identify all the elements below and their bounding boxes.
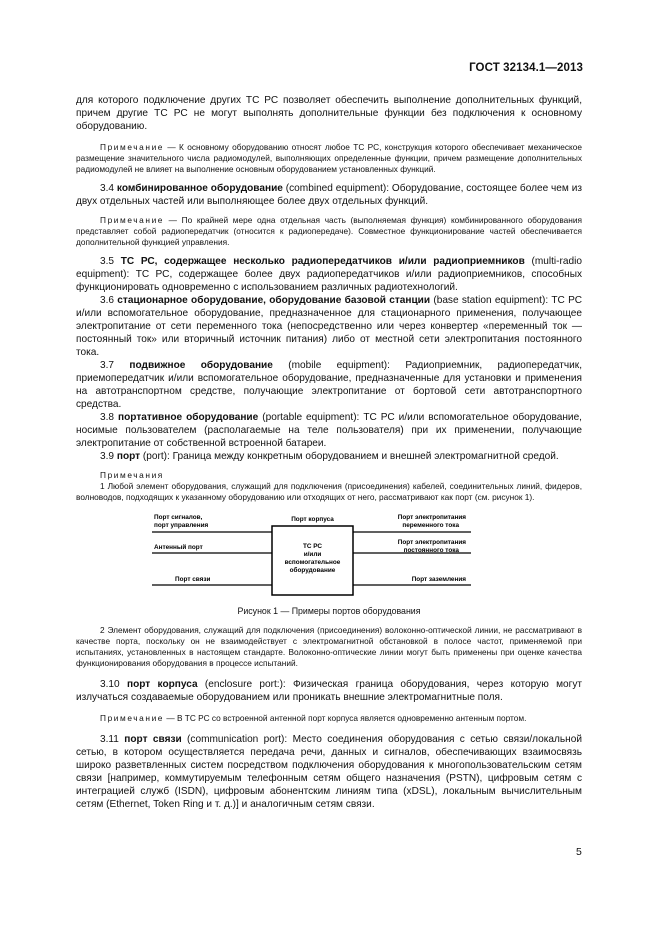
document-header: ГОСТ 32134.1—2013 xyxy=(469,62,583,74)
box-line-1: ТС РС xyxy=(302,543,323,550)
label-signal-port-b: порт управления xyxy=(154,522,209,529)
label-dc-power-port-b: постоянного тока xyxy=(403,547,459,554)
label-ground-port: Порт заземления xyxy=(411,576,466,583)
term-title: порт корпуса xyxy=(126,679,198,690)
term-3-5 xyxy=(76,255,582,294)
term-definition: (port): Граница между конкретным оборудованием и внешней электромагнитной средой. xyxy=(140,451,559,462)
box-line-4: оборудование xyxy=(289,567,336,574)
term-definition: (mobile equipment): Радиоприемник, радиопередатчик, приемопередатчик и/или вспомогательное оборудование, предназначенные для установки и применения на автотранспортном средстве, получающие электропитание от бортовой сети автотранспортного средства. xyxy=(76,360,582,410)
label-antenna-port: Антенный порт xyxy=(154,544,203,551)
note-3 xyxy=(76,713,582,724)
term-definition: (communication port): Место соединения оборудования с сетью связи/локальной сетью, в котором осуществляется передача речи, данных и сигналов, обеспечивающих взаимосвязь широко разветвленных систем посредством подключения оборудования к многопользовательским сетям связи [например, коммутируемым телефонным сетям общего назначения (PSTN), цифровым сетям с интеграцией служб (ISDN), цифровым абонентским линиям типа (xDSL), локальным вычислительным сетям (Ethernet, Token Ring и т. д.)] и аналогичным сетям связи. xyxy=(76,734,583,810)
term-title: ТС РС, содержащее несколько радиопередатчиков и/или радиоприемников xyxy=(120,256,525,267)
page-number: 5 xyxy=(576,846,582,858)
term-definition: (multi-radio equipment): ТС РС, содержащее более двух радиопередатчиков и/или радиоприемников, способных функционировать одновременно с использованием различных радиотехнологий. xyxy=(76,256,582,293)
box-line-2: и/или xyxy=(303,551,322,558)
term-number: 3.10 xyxy=(100,679,120,690)
label-comm-port: Порт связи xyxy=(175,576,211,583)
notes-label: Примечания xyxy=(100,470,164,480)
term-title: стационарное оборудование, оборудование базовой станции xyxy=(117,295,431,306)
term-number: 3.11 xyxy=(100,734,119,745)
term-definition: (combined equipment): Оборудование, состоящее более чем из двух отдельных частей или выполняющее более двух отдельных функций. xyxy=(76,183,582,207)
note-item-1: 1 Любой элемент оборудования, служащий для подключения (присоединения) кабелей, соединительных линий, фидеров, волноводов, подходящих к указанному оборудованию или отходящих от него, рассматривают как порт (см. рисунок 1). xyxy=(76,481,582,502)
figure-caption: Рисунок 1 — Примеры портов оборудования xyxy=(237,606,421,616)
term-definition: (base station equipment): ТС РС и/или вспомогательное оборудование, предназначенное для стационарного применения, получающее электропитание от сети переменного тока (непосредственно или через конвертер «переменный ток — постоянный ток» или вторичный источник питания) либо от местной сети электропитания постоянного тока. xyxy=(76,295,582,358)
label-signal-port-a: Порт сигналов, xyxy=(154,514,203,521)
term-definition: (enclosure port:): Физическая граница оборудования, через которую могут излучаться создаваемые оборудованием или проникать внешние электромагнитные поля. xyxy=(76,679,582,703)
note-label: Примечание xyxy=(100,142,165,152)
term-title: портативное оборудование xyxy=(118,412,259,423)
term-3-11 xyxy=(76,733,582,811)
term-3-6 xyxy=(76,294,582,359)
note-text: — В ТС РС со встроенной антенной порт корпуса является одновременно антенным портом. xyxy=(164,713,527,723)
note-1 xyxy=(76,142,582,175)
ports-diagram xyxy=(76,510,582,604)
term-3-10 xyxy=(76,678,582,704)
note-label: Примечание xyxy=(100,713,165,723)
term-number: 3.5 xyxy=(100,256,115,267)
term-3-7 xyxy=(76,359,582,411)
note-text: — К основному оборудованию относят любое ТС РС, конструкция которого обеспечивает механическое размещение значительного числа радиомодулей, выполняющих определенные функции, причем размещение дополнительных радиомодулей не влияет на выполнение основным оборудованием установленных функций. xyxy=(76,142,582,174)
term-title: подвижное оборудование xyxy=(129,360,273,371)
term-number: 3.9 xyxy=(100,451,115,462)
note-label: Примечание xyxy=(100,215,165,225)
note-2 xyxy=(76,215,582,248)
figure-1 xyxy=(76,510,582,604)
term-3-8 xyxy=(76,411,582,450)
term-definition: (portable equipment): ТС РС и/или вспомогательное оборудование, носимые пользователем (располагаемые на теле пользователя) при их применении, получающие электропитание от собственной встроенной батареи. xyxy=(76,412,582,449)
term-3-4 xyxy=(76,182,582,208)
term-title: порт xyxy=(116,451,141,462)
page-content xyxy=(76,94,582,811)
term-title: порт связи xyxy=(124,734,182,745)
note-item-2: 2 Элемент оборудования, служащий для подключения (присоединения) волоконно-оптической линии, не рассматривают в качестве порта, поскольку он не взаимодействует с электромагнитной обстановкой в полосе частот, применяемой при испытаниях, установленных в настоящем стандарте. Волоконно-оптические линии могут быть применены при оценке качества функционирования оборудования в процессе испытаний. xyxy=(76,625,582,668)
label-dc-power-port-a: Порт электропитания xyxy=(397,539,466,546)
term-title: комбинированное оборудование xyxy=(116,183,283,194)
label-ac-power-port-b: переменного тока xyxy=(402,522,459,529)
label-enclosure-port: Порт корпуса xyxy=(291,516,334,523)
term-3-9 xyxy=(76,450,582,463)
term-number: 3.6 xyxy=(100,295,115,306)
box-line-3: вспомогательное xyxy=(284,559,341,566)
term-number: 3.8 xyxy=(100,412,115,423)
note-text: — По крайней мере одна отдельная часть (выполняемая функция) комбинированного оборудования представляет собой радиопередатчик (относится к радиопередаче). Совместное функционирование частей обеспечивается дополнительной функцией управления. xyxy=(76,215,582,247)
intro-paragraph: для которого подключение других ТС РС позволяет обеспечить выполнение дополнительных функций, причем другие ТС РС не могут выполнять дополнительные функции без подключения к основному оборудованию. xyxy=(76,95,582,132)
term-number: 3.4 xyxy=(100,183,115,194)
label-ac-power-port-a: Порт электропитания xyxy=(397,514,466,521)
term-number: 3.7 xyxy=(100,360,115,371)
